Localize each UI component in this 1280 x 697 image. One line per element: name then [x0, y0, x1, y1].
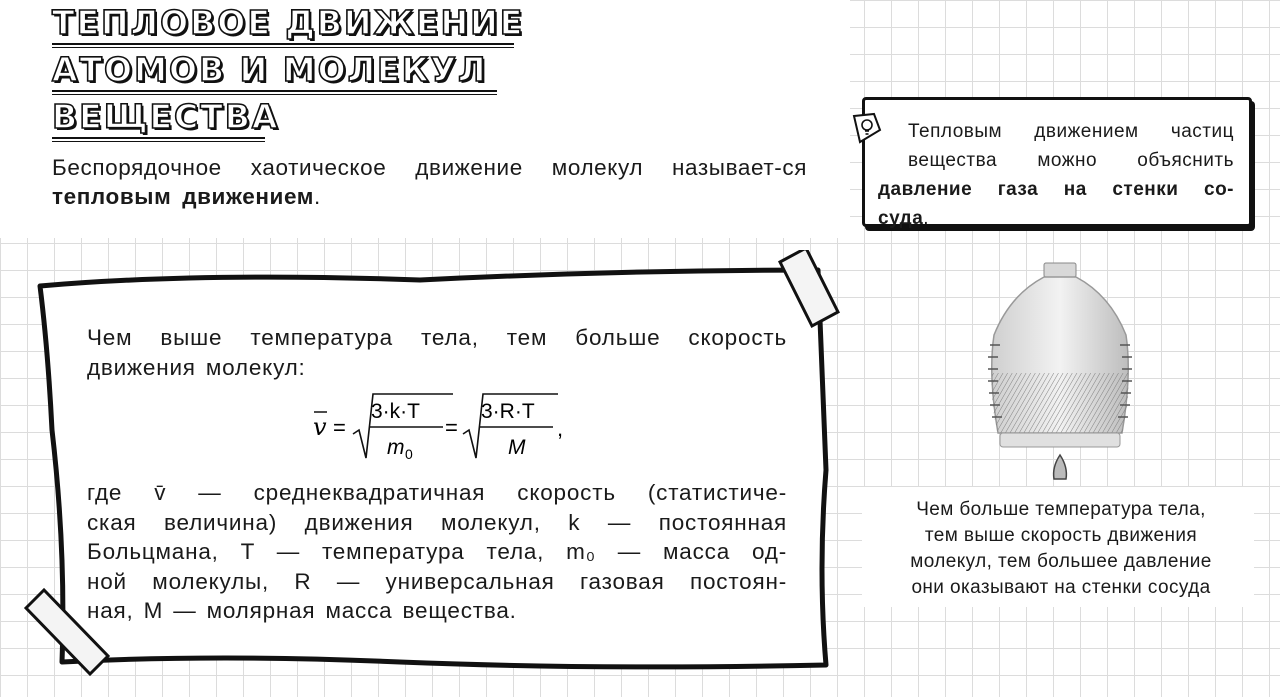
- title-underline: [52, 137, 265, 139]
- svg-text:=: =: [333, 415, 346, 440]
- svg-text:=: =: [445, 415, 458, 440]
- title-underline: [52, 90, 497, 92]
- flame-icon: [1054, 455, 1067, 479]
- title-underline: [52, 47, 514, 48]
- svg-text:0: 0: [405, 446, 413, 462]
- title-underline: [52, 43, 514, 45]
- heated-bottle-illustration: [960, 255, 1160, 485]
- info-card: [0, 250, 850, 697]
- term-thermal-motion: тепловым движением: [52, 184, 315, 209]
- velocity-statement: Чем выше температура тела, тем больше скорость движения молекул:: [87, 325, 787, 380]
- page-title-line-3: ВЕЩЕСТВА: [52, 97, 280, 136]
- svg-text:3·k·T: 3·k·T: [371, 400, 420, 423]
- svg-text:,: ,: [557, 416, 564, 441]
- svg-text:v: v: [313, 413, 327, 441]
- title-underline: [52, 141, 265, 142]
- svg-text:m: m: [387, 436, 405, 459]
- rms-velocity-formula: [313, 390, 613, 465]
- title-underline: [52, 94, 497, 95]
- bottle-caption: Чем больше температура тела, тем выше скорость движения молекул, тем большее давление они оказывают на стенки сосуда: [910, 499, 1212, 598]
- note-text: Тепловым движением частиц вещества можно объяснить давление газа на стенки со- суда.: [878, 121, 1234, 229]
- page-title-line-1: ТЕПЛОВОЕ ДВИЖЕНИЕ: [52, 3, 525, 42]
- intro-paragraph: Беспорядочное хаотическое движение молекул называет-ся тепловым движением.: [52, 155, 807, 209]
- svg-text:M: M: [508, 436, 526, 459]
- svg-text:3·R·T: 3·R·T: [481, 400, 535, 423]
- definitions-paragraph: где v̄ — среднеквадратичная скорость (статистиче- ская величина) движения молекул, k — постоянная Больцмана, T — температура тела, m₀ — масса од- ной молекулы, R — универсальная газовая постоян- ная, M — молярная масса вещества.: [87, 480, 787, 623]
- page-title-line-2: АТОМОВ И МОЛЕКУЛ: [52, 50, 488, 89]
